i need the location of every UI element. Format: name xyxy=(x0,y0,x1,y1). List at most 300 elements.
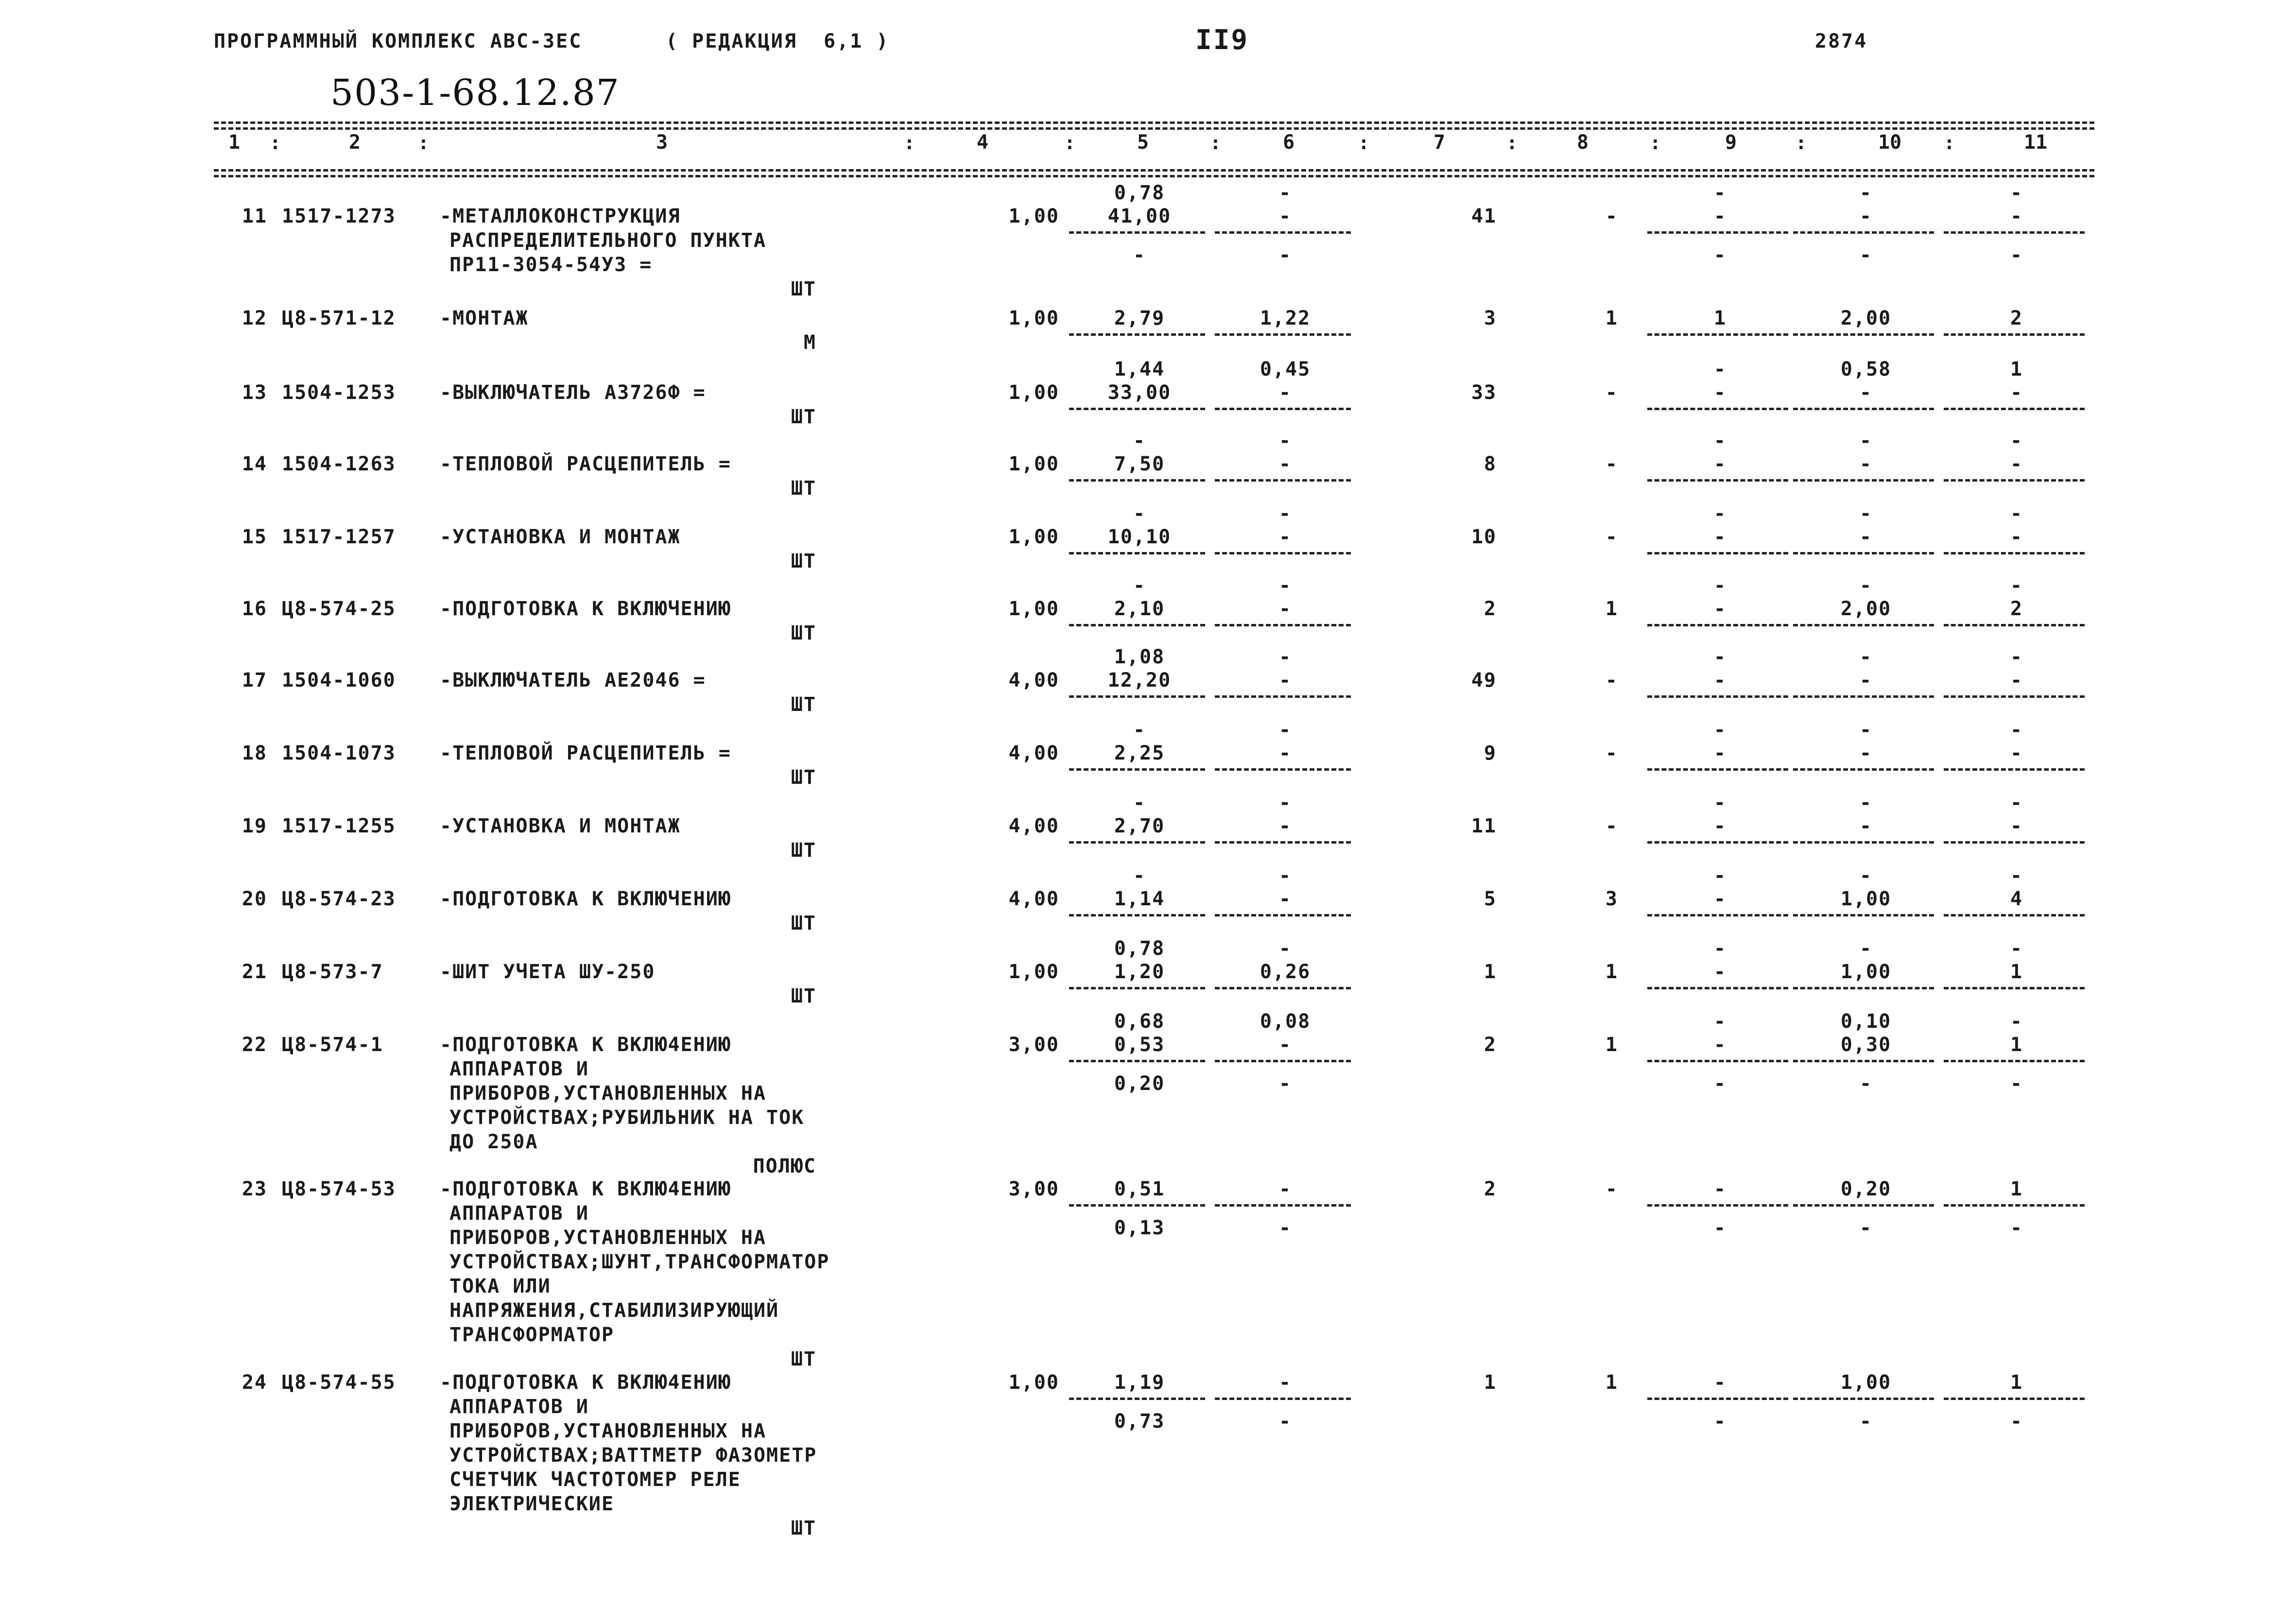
column-header-10: 10 xyxy=(1878,131,1902,154)
value-c11: - xyxy=(2010,742,2023,764)
value-top-c11: - xyxy=(2010,574,2023,597)
cell-underline-c6 xyxy=(1215,914,1351,916)
value-c8: - xyxy=(1605,453,1618,475)
cell-underline-c9 xyxy=(1647,1060,1788,1062)
value-c5: 2,79 xyxy=(1114,307,1165,329)
value-bottom-c5: 0,73 xyxy=(1114,1410,1165,1433)
cell-underline-c11 xyxy=(1944,695,2085,698)
cell-underline-c6 xyxy=(1215,987,1351,989)
cell-underline-c9 xyxy=(1647,479,1788,482)
cell-underline-c5 xyxy=(1069,231,1205,234)
unit-label: ШТ xyxy=(791,766,816,789)
cell-underline-c10 xyxy=(1793,231,1934,234)
value-c9: - xyxy=(1713,205,1727,227)
row-number: 19 xyxy=(242,815,267,837)
value-top-c11: - xyxy=(2010,719,2023,741)
value-top-c6: - xyxy=(1278,182,1292,204)
quantity-value: 4,00 xyxy=(1008,888,1059,910)
value-bottom-c11: - xyxy=(2010,1217,2023,1239)
item-description-line: -УСТАНОВКА И МОНТАЖ xyxy=(440,526,681,548)
quantity-value: 1,00 xyxy=(1008,598,1059,620)
value-c11: 1 xyxy=(2010,961,2023,983)
quantity-value: 4,00 xyxy=(1008,742,1059,764)
value-c7: 2 xyxy=(1484,1178,1497,1200)
value-bottom-c9: - xyxy=(1713,1410,1727,1433)
value-bottom-c10: - xyxy=(1859,1217,1873,1239)
value-c9: - xyxy=(1713,1178,1727,1200)
quantity-value: 1,00 xyxy=(1008,307,1059,329)
value-c6: - xyxy=(1278,205,1292,227)
cell-underline-c6 xyxy=(1215,408,1351,410)
item-code: 1517-1273 xyxy=(282,205,396,227)
sheet-code: 2874 xyxy=(1815,30,1868,52)
unit-label: ШТ xyxy=(791,1348,816,1370)
cell-underline-c9 xyxy=(1647,841,1788,844)
value-top-c10: - xyxy=(1859,719,1873,741)
unit-label: М xyxy=(803,331,816,354)
item-description-line: ПР11-3054-54У3 = xyxy=(449,254,653,276)
value-bottom-c9: - xyxy=(1713,244,1727,266)
quantity-value: 3,00 xyxy=(1008,1178,1059,1200)
value-c7: 3 xyxy=(1484,307,1497,329)
unit-label: ШТ xyxy=(791,477,816,500)
cell-underline-c11 xyxy=(1944,1204,2085,1207)
value-c5: 1,14 xyxy=(1114,888,1165,910)
value-top-c5: - xyxy=(1133,792,1146,814)
item-description-line: УСТРОЙСТВАХ;ШУНТ,ТРАНСФОРМАТОР xyxy=(449,1251,830,1273)
value-c6: - xyxy=(1278,1034,1292,1056)
cell-underline-c6 xyxy=(1215,695,1351,698)
unit-label: ШТ xyxy=(791,622,816,644)
value-c6: - xyxy=(1278,742,1292,764)
value-c11: 2 xyxy=(2010,598,2023,620)
column-header-3: 3 xyxy=(656,131,668,154)
item-description-line: -ПОДГОТОВКА К ВКЛЮ4ЕНИЮ xyxy=(440,1371,731,1394)
value-c11: 4 xyxy=(2010,888,2023,910)
cell-underline-c10 xyxy=(1793,1398,1934,1400)
item-description-line: ТОКА ИЛИ xyxy=(449,1275,551,1297)
value-top-c6: - xyxy=(1278,719,1292,741)
value-c10: 1,00 xyxy=(1840,888,1892,910)
value-c9: 1 xyxy=(1713,307,1727,329)
cell-underline-c5 xyxy=(1069,768,1205,771)
quantity-value: 1,00 xyxy=(1008,205,1059,227)
item-description-line: -УСТАНОВКА И МОНТАЖ xyxy=(440,815,681,837)
cell-underline-c6 xyxy=(1215,841,1351,844)
cell-underline-c6 xyxy=(1215,1060,1351,1062)
column-header-11: 11 xyxy=(2024,131,2048,154)
value-c6: - xyxy=(1278,888,1292,910)
item-description-line: ПРИБОРОВ,УСТАНОВЛЕННЫХ НА xyxy=(449,1082,767,1105)
column-separator: : xyxy=(904,132,915,154)
value-top-c5: - xyxy=(1133,430,1146,452)
cell-underline-c5 xyxy=(1069,1204,1205,1207)
cell-underline-c11 xyxy=(1944,914,2085,916)
value-c11: - xyxy=(2010,381,2023,404)
value-c8: - xyxy=(1605,205,1618,227)
row-number: 13 xyxy=(242,381,267,404)
item-description-line: -ПОДГОТОВКА К ВКЛЮЧЕНИЮ xyxy=(440,598,731,620)
quantity-value: 1,00 xyxy=(1008,381,1059,404)
value-c11: - xyxy=(2010,815,2023,837)
quantity-value: 1,00 xyxy=(1008,961,1059,983)
header-rule-top-2 xyxy=(214,127,2094,130)
value-c9: - xyxy=(1713,1371,1727,1394)
value-top-c10: 0,58 xyxy=(1840,358,1892,380)
value-c5: 1,20 xyxy=(1114,961,1165,983)
unit-label: ШТ xyxy=(791,839,816,862)
cell-underline-c10 xyxy=(1793,479,1934,482)
item-description-line: -ПОДГОТОВКА К ВКЛЮЧЕНИЮ xyxy=(440,888,731,910)
cell-underline-c9 xyxy=(1647,768,1788,771)
cell-underline-c9 xyxy=(1647,914,1788,916)
cell-underline-c6 xyxy=(1215,552,1351,554)
value-c7: 33 xyxy=(1471,381,1497,404)
value-top-c5: 0,78 xyxy=(1114,937,1165,960)
item-code: Ц8-574-53 xyxy=(282,1178,396,1200)
value-c6: - xyxy=(1278,1178,1292,1200)
cell-underline-c5 xyxy=(1069,695,1205,698)
column-separator: : xyxy=(1795,132,1807,154)
value-top-c11: 1 xyxy=(2010,358,2023,380)
value-top-c9: - xyxy=(1713,646,1727,668)
cell-underline-c5 xyxy=(1069,1398,1205,1400)
row-number: 17 xyxy=(242,669,267,691)
cell-underline-c9 xyxy=(1647,987,1788,989)
column-separator: : xyxy=(1358,132,1369,154)
page-number: II9 xyxy=(1195,24,1249,56)
value-top-c10: - xyxy=(1859,502,1873,525)
row-number: 20 xyxy=(242,888,267,910)
item-code: 1504-1073 xyxy=(282,742,396,764)
cell-underline-c10 xyxy=(1793,768,1934,771)
value-c10: - xyxy=(1859,526,1873,548)
value-c9: - xyxy=(1713,669,1727,691)
value-c9: - xyxy=(1713,888,1727,910)
cell-underline-c10 xyxy=(1793,841,1934,844)
value-c5: 0,53 xyxy=(1114,1034,1165,1056)
row-number: 21 xyxy=(242,961,267,983)
value-top-c5: - xyxy=(1133,502,1146,525)
cell-underline-c11 xyxy=(1944,408,2085,410)
cell-underline-c5 xyxy=(1069,624,1205,626)
value-top-c9: - xyxy=(1713,574,1727,597)
column-header-9: 9 xyxy=(1725,131,1737,154)
unit-label: ШТ xyxy=(791,550,816,572)
row-number: 14 xyxy=(242,453,267,475)
program-title: ПРОГРАММНЫЙ КОМПЛЕКС АВС-3ЕС xyxy=(214,30,583,52)
column-separator: : xyxy=(1210,132,1221,154)
value-top-c9: - xyxy=(1713,937,1727,960)
value-c5: 7,50 xyxy=(1114,453,1165,475)
item-code: Ц8-574-23 xyxy=(282,888,396,910)
cell-underline-c10 xyxy=(1793,1204,1934,1207)
column-header-1: 1 xyxy=(228,131,241,154)
value-top-c6: - xyxy=(1278,502,1292,525)
value-top-c11: - xyxy=(2010,792,2023,814)
value-c7: 49 xyxy=(1471,669,1497,691)
value-c9: - xyxy=(1713,453,1727,475)
item-description-line: -МЕТАЛЛОКОНСТРУКЦИЯ xyxy=(440,205,681,227)
unit-label: ШТ xyxy=(791,1517,816,1539)
cell-underline-c9 xyxy=(1647,231,1788,234)
item-code: Ц8-574-55 xyxy=(282,1371,396,1394)
value-bottom-c6: - xyxy=(1278,1410,1292,1433)
cell-underline-c11 xyxy=(1944,231,2085,234)
value-top-c9: - xyxy=(1713,1010,1727,1033)
value-c8: 1 xyxy=(1605,307,1618,329)
row-number: 16 xyxy=(242,598,267,620)
value-c9: - xyxy=(1713,526,1727,548)
value-c11: - xyxy=(2010,453,2023,475)
edition-label: ( РЕДАКЦИЯ 6,1 ) xyxy=(666,30,890,52)
value-bottom-c11: - xyxy=(2010,1410,2023,1433)
column-header-5: 5 xyxy=(1137,131,1149,154)
value-top-c11: - xyxy=(2010,646,2023,668)
value-c11: - xyxy=(2010,669,2023,691)
value-c8: 1 xyxy=(1605,598,1618,620)
value-c7: 2 xyxy=(1484,598,1497,620)
cell-underline-c11 xyxy=(1944,552,2085,554)
value-c10: 2,00 xyxy=(1840,598,1892,620)
value-bottom-c9: - xyxy=(1713,1072,1727,1095)
value-c8: - xyxy=(1605,1178,1618,1200)
cell-underline-c9 xyxy=(1647,408,1788,410)
cell-underline-c10 xyxy=(1793,624,1934,626)
row-number: 23 xyxy=(242,1178,267,1200)
value-c8: 3 xyxy=(1605,888,1618,910)
value-c10: - xyxy=(1859,669,1873,691)
item-code: Ц8-574-1 xyxy=(282,1034,383,1056)
item-description-line: СЧЕТЧИК ЧАСТОТОМЕР РЕЛЕ xyxy=(449,1469,741,1491)
cell-underline-c5 xyxy=(1069,408,1205,410)
value-c10: 0,20 xyxy=(1840,1178,1892,1200)
value-c11: 1 xyxy=(2010,1371,2023,1394)
cell-underline-c6 xyxy=(1215,333,1351,336)
value-c6: - xyxy=(1278,598,1292,620)
quantity-value: 4,00 xyxy=(1008,815,1059,837)
value-top-c6: - xyxy=(1278,430,1292,452)
item-description-line: -ВЫКЛЮЧАТЕЛЬ А3726Ф = xyxy=(440,381,706,404)
item-code: Ц8-571-12 xyxy=(282,307,396,329)
value-c8: - xyxy=(1605,742,1618,764)
item-description-line: -ВЫКЛЮЧАТЕЛЬ АЕ2046 = xyxy=(440,669,706,691)
item-description-line: АППАРАТОВ И xyxy=(449,1058,589,1080)
row-number: 11 xyxy=(242,205,267,227)
header-rule-bottom xyxy=(214,169,2094,172)
value-bottom-c11: - xyxy=(2010,244,2023,266)
cell-underline-c5 xyxy=(1069,914,1205,916)
cell-underline-c11 xyxy=(1944,1060,2085,1062)
value-c7: 11 xyxy=(1471,815,1497,837)
value-c6: - xyxy=(1278,453,1292,475)
handwritten-reference: 503-1-68.12.87 xyxy=(330,72,620,114)
value-top-c10: - xyxy=(1859,574,1873,597)
cell-underline-c6 xyxy=(1215,624,1351,626)
value-c6: - xyxy=(1278,1371,1292,1394)
item-description-line: ДО 250А xyxy=(449,1131,538,1153)
value-top-c5: 1,44 xyxy=(1114,358,1165,380)
column-header-4: 4 xyxy=(977,131,989,154)
value-c8: - xyxy=(1605,526,1618,548)
value-bottom-c10: - xyxy=(1859,1410,1873,1433)
value-c8: 1 xyxy=(1605,961,1618,983)
value-c10: - xyxy=(1859,742,1873,764)
cell-underline-c5 xyxy=(1069,552,1205,554)
value-bottom-c10: - xyxy=(1859,1072,1873,1095)
value-bottom-c6: - xyxy=(1278,1217,1292,1239)
item-description-line: -ТЕПЛОВОЙ РАСЦЕПИТЕЛЬ = xyxy=(440,453,731,475)
value-c11: - xyxy=(2010,526,2023,548)
item-code: Ц8-573-7 xyxy=(282,961,383,983)
value-c8: - xyxy=(1605,381,1618,404)
value-c7: 10 xyxy=(1471,526,1497,548)
item-description-line: -ТЕПЛОВОЙ РАСЦЕПИТЕЛЬ = xyxy=(440,742,731,764)
cell-underline-c11 xyxy=(1944,333,2085,336)
value-c10: 1,00 xyxy=(1840,961,1892,983)
item-code: Ц8-574-25 xyxy=(282,598,396,620)
value-top-c11: - xyxy=(2010,864,2023,887)
value-top-c9: - xyxy=(1713,864,1727,887)
cell-underline-c5 xyxy=(1069,841,1205,844)
cell-underline-c9 xyxy=(1647,695,1788,698)
column-separator: : xyxy=(418,132,429,154)
column-separator: : xyxy=(1506,132,1518,154)
value-c9: - xyxy=(1713,381,1727,404)
value-c5: 41,00 xyxy=(1107,205,1172,227)
item-description-line: -ПОДГОТОВКА К ВКЛЮ4ЕНИЮ xyxy=(440,1178,731,1200)
item-code: 1517-1255 xyxy=(282,815,396,837)
value-c5: 10,10 xyxy=(1107,526,1172,548)
item-description-line: ЭЛЕКТРИЧЕСКИЕ xyxy=(449,1493,615,1515)
value-c5: 1,19 xyxy=(1114,1371,1165,1394)
unit-label: ШТ xyxy=(791,985,816,1007)
item-description-line: УСТРОЙСТВАХ;РУБИЛЬНИК НА ТОК xyxy=(449,1106,805,1129)
cell-underline-c5 xyxy=(1069,333,1205,336)
cell-underline-c10 xyxy=(1793,695,1934,698)
cell-underline-c10 xyxy=(1793,408,1934,410)
item-code: 1504-1253 xyxy=(282,381,396,404)
value-top-c6: 0,08 xyxy=(1260,1010,1311,1033)
cell-underline-c10 xyxy=(1793,914,1934,916)
row-number: 15 xyxy=(242,526,267,548)
value-top-c10: - xyxy=(1859,937,1873,960)
value-c7: 5 xyxy=(1484,888,1497,910)
value-c5: 2,10 xyxy=(1114,598,1165,620)
quantity-value: 1,00 xyxy=(1008,453,1059,475)
cell-underline-c6 xyxy=(1215,231,1351,234)
column-separator: : xyxy=(270,132,281,154)
header-rule-top xyxy=(214,121,2094,124)
value-c10: 2,00 xyxy=(1840,307,1892,329)
cell-underline-c11 xyxy=(1944,479,2085,482)
unit-label: ПОЛЮС xyxy=(753,1155,816,1177)
value-c9: - xyxy=(1713,742,1727,764)
row-number: 12 xyxy=(242,307,267,329)
quantity-value: 3,00 xyxy=(1008,1034,1059,1056)
value-c11: - xyxy=(2010,205,2023,227)
quantity-value: 1,00 xyxy=(1008,1371,1059,1394)
item-description-line: НАПРЯЖЕНИЯ,СТАБИЛИЗИРУЮЩИЙ xyxy=(449,1299,779,1322)
value-c10: - xyxy=(1859,381,1873,404)
cell-underline-c9 xyxy=(1647,1398,1788,1400)
value-c10: - xyxy=(1859,815,1873,837)
unit-label: ШТ xyxy=(791,278,816,300)
value-top-c5: - xyxy=(1133,864,1146,887)
value-top-c6: - xyxy=(1278,574,1292,597)
value-top-c5: - xyxy=(1133,574,1146,597)
cell-underline-c10 xyxy=(1793,987,1934,989)
item-description-line: УСТРОЙСТВАХ;ВАТТМЕТР ФАЗОМЕТР xyxy=(449,1444,817,1467)
value-top-c10: - xyxy=(1859,646,1873,668)
value-c10: 1,00 xyxy=(1840,1371,1892,1394)
value-c9: - xyxy=(1713,815,1727,837)
value-bottom-c5: 0,13 xyxy=(1114,1217,1165,1239)
item-description-line: АППАРАТОВ И xyxy=(449,1202,589,1225)
value-top-c6: - xyxy=(1278,864,1292,887)
value-bottom-c11: - xyxy=(2010,1072,2023,1095)
item-description-line: -ПОДГОТОВКА К ВКЛЮ4ЕНИЮ xyxy=(440,1034,731,1056)
value-bottom-c9: - xyxy=(1713,1217,1727,1239)
value-top-c10: - xyxy=(1859,430,1873,452)
row-number: 22 xyxy=(242,1034,267,1056)
column-header-6: 6 xyxy=(1283,131,1295,154)
value-top-c11: - xyxy=(2010,502,2023,525)
value-top-c9: - xyxy=(1713,182,1727,204)
unit-label: ШТ xyxy=(791,912,816,934)
quantity-value: 1,00 xyxy=(1008,526,1059,548)
item-code: 1504-1263 xyxy=(282,453,396,475)
value-top-c6: - xyxy=(1278,792,1292,814)
cell-underline-c10 xyxy=(1793,333,1934,336)
cell-underline-c5 xyxy=(1069,1060,1205,1062)
cell-underline-c5 xyxy=(1069,987,1205,989)
value-top-c6: 0,45 xyxy=(1260,358,1311,380)
value-top-c10: 0,10 xyxy=(1840,1010,1892,1033)
value-c9: - xyxy=(1713,598,1727,620)
value-top-c5: 0,78 xyxy=(1114,182,1165,204)
value-bottom-c5: 0,20 xyxy=(1114,1072,1165,1095)
cell-underline-c11 xyxy=(1944,1398,2085,1400)
cell-underline-c9 xyxy=(1647,333,1788,336)
value-bottom-c10: - xyxy=(1859,244,1873,266)
cell-underline-c6 xyxy=(1215,1204,1351,1207)
value-top-c11: - xyxy=(2010,1010,2023,1033)
cell-underline-c6 xyxy=(1215,1398,1351,1400)
row-number: 24 xyxy=(242,1371,267,1394)
cell-underline-c10 xyxy=(1793,1060,1934,1062)
column-header-7: 7 xyxy=(1433,131,1446,154)
item-description-line: ПРИБОРОВ,УСТАНОВЛЕННЫХ НА xyxy=(449,1420,767,1442)
value-top-c9: - xyxy=(1713,358,1727,380)
item-description-line: РАСПРЕДЕЛИТЕЛЬНОГО ПУНКТА xyxy=(449,229,767,252)
value-c10: - xyxy=(1859,453,1873,475)
value-c5: 12,20 xyxy=(1107,669,1172,691)
cell-underline-c9 xyxy=(1647,624,1788,626)
item-description-line: -МОНТАЖ xyxy=(440,307,529,329)
value-c11: 2 xyxy=(2010,307,2023,329)
value-top-c5: 0,68 xyxy=(1114,1010,1165,1033)
cell-underline-c6 xyxy=(1215,479,1351,482)
cell-underline-c6 xyxy=(1215,768,1351,771)
value-top-c5: - xyxy=(1133,719,1146,741)
cell-underline-c5 xyxy=(1069,479,1205,482)
cell-underline-c11 xyxy=(1944,841,2085,844)
value-top-c11: - xyxy=(2010,430,2023,452)
value-c10: 0,30 xyxy=(1840,1034,1892,1056)
value-c6: 1,22 xyxy=(1260,307,1311,329)
cell-underline-c9 xyxy=(1647,1204,1788,1207)
